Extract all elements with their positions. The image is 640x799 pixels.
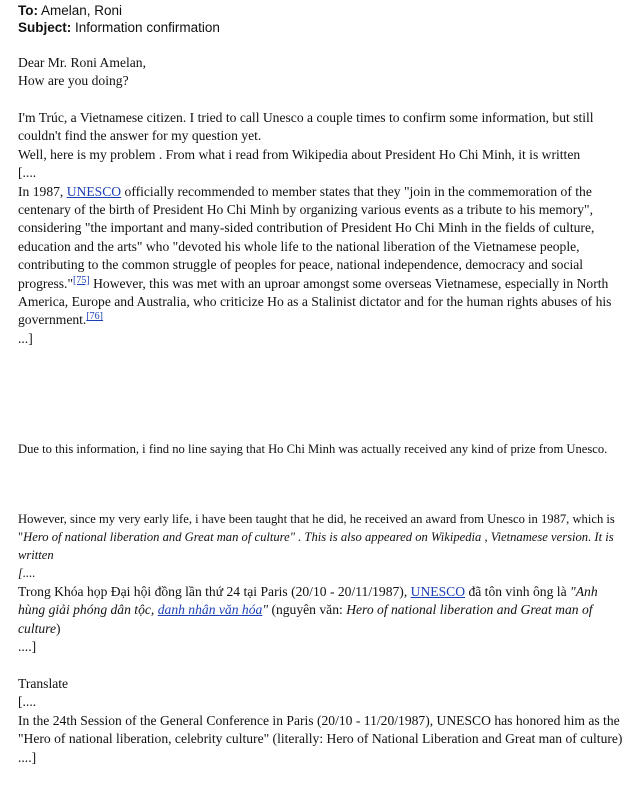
quote2-paragraph: Trong Khóa họp Đại hội đồng lần thứ 24 tại Paris (20/10 - 20/11/1987), UNESCO đã tôn vinh ông là "Anh hùng giải phóng dân tộc, danh nhân văn hóa" (nguyên văn: Hero of national liberation and Great man of culture)	[18, 584, 598, 636]
quote3-open: [....	[18, 694, 37, 710]
quote3-paragraph: In the 24th Session of the General Conference in Paris (20/10 - 11/20/1987), UNESCO has honored him as the "Hero of national liberation, celebrity culture" (literally: Hero of National Liberation and Great man of culture)	[18, 712, 623, 747]
intro-block	[18, 109, 624, 348]
how-are-you: How are you doing?	[18, 73, 129, 89]
quote1-open: [....	[18, 165, 37, 181]
however-block	[18, 510, 624, 582]
quote2-open: [....	[18, 566, 36, 580]
greeting-block	[18, 54, 624, 91]
unesco-link[interactable]: UNESCO	[66, 183, 122, 199]
to-line	[18, 2, 122, 19]
translate-label: Translate	[18, 676, 69, 691]
quote2-block	[18, 583, 624, 657]
intro-paragraph-1: I'm Trúc, a Vietnamese citizen. I tried to call Unesco a couple times to confirm some information, but still couldn't find the answer for my question yet.	[18, 110, 594, 144]
subject-line	[18, 19, 220, 36]
subject-label: Subject:	[18, 20, 72, 35]
ref-76-link[interactable]: [76]	[86, 311, 103, 323]
quote1-close: ...]	[18, 330, 33, 346]
danh-nhan-van-hoa-link[interactable]: danh nhân văn hóa	[157, 602, 263, 618]
subject-value: Information confirmation	[75, 20, 220, 35]
info-paragraph: Due to this information, i find no line saying that Ho Chi Minh was actually received any kind of prize from Unesco.	[18, 442, 608, 456]
intro-paragraph-2: Well, here is my problem . From what i read from Wikipedia about President Ho Chi Minh, it is written	[18, 146, 581, 162]
quote2-close: ....]	[18, 639, 37, 655]
greeting: Dear Mr. Roni Amelan,	[18, 55, 146, 70]
unesco-link-vi[interactable]: UNESCO	[410, 584, 466, 599]
to-label: To:	[18, 3, 38, 18]
however-paragraph: However, since my very early life, i have been taught that he did, he received an award from Unesco in 1987, which is "Hero of national liberation and Great man of culture" . This is also appeared on Wikipedia , Vietnamese version. It is written	[18, 512, 615, 562]
ref-75-link[interactable]: [75]	[73, 274, 90, 286]
quote3-close: ....]	[18, 749, 37, 765]
quote1-paragraph: In 1987, UNESCO officially recommended to member states that they "join in the commemoration of the centenary of the birth of President Ho Chi Minh by organizing various events as a tribute to his memory", considering "the important and many-sided contribution of President Ho Chi Minh in the fields of culture, education and the arts" who "devoted his whole life to the national liberation of the Vietnamese people, contributing to the common struggle of peoples for peace, national independence, democracy and social progress."[75] However, this was met with an uproar amongst some overseas Vietnamese, especially in North America, Europe and Australia, who criticize Ho as a Stalinist dictator and for the human rights abuses of his government.[76]	[18, 183, 612, 328]
to-value: Amelan, Roni	[41, 3, 123, 18]
translate-block	[18, 675, 624, 767]
